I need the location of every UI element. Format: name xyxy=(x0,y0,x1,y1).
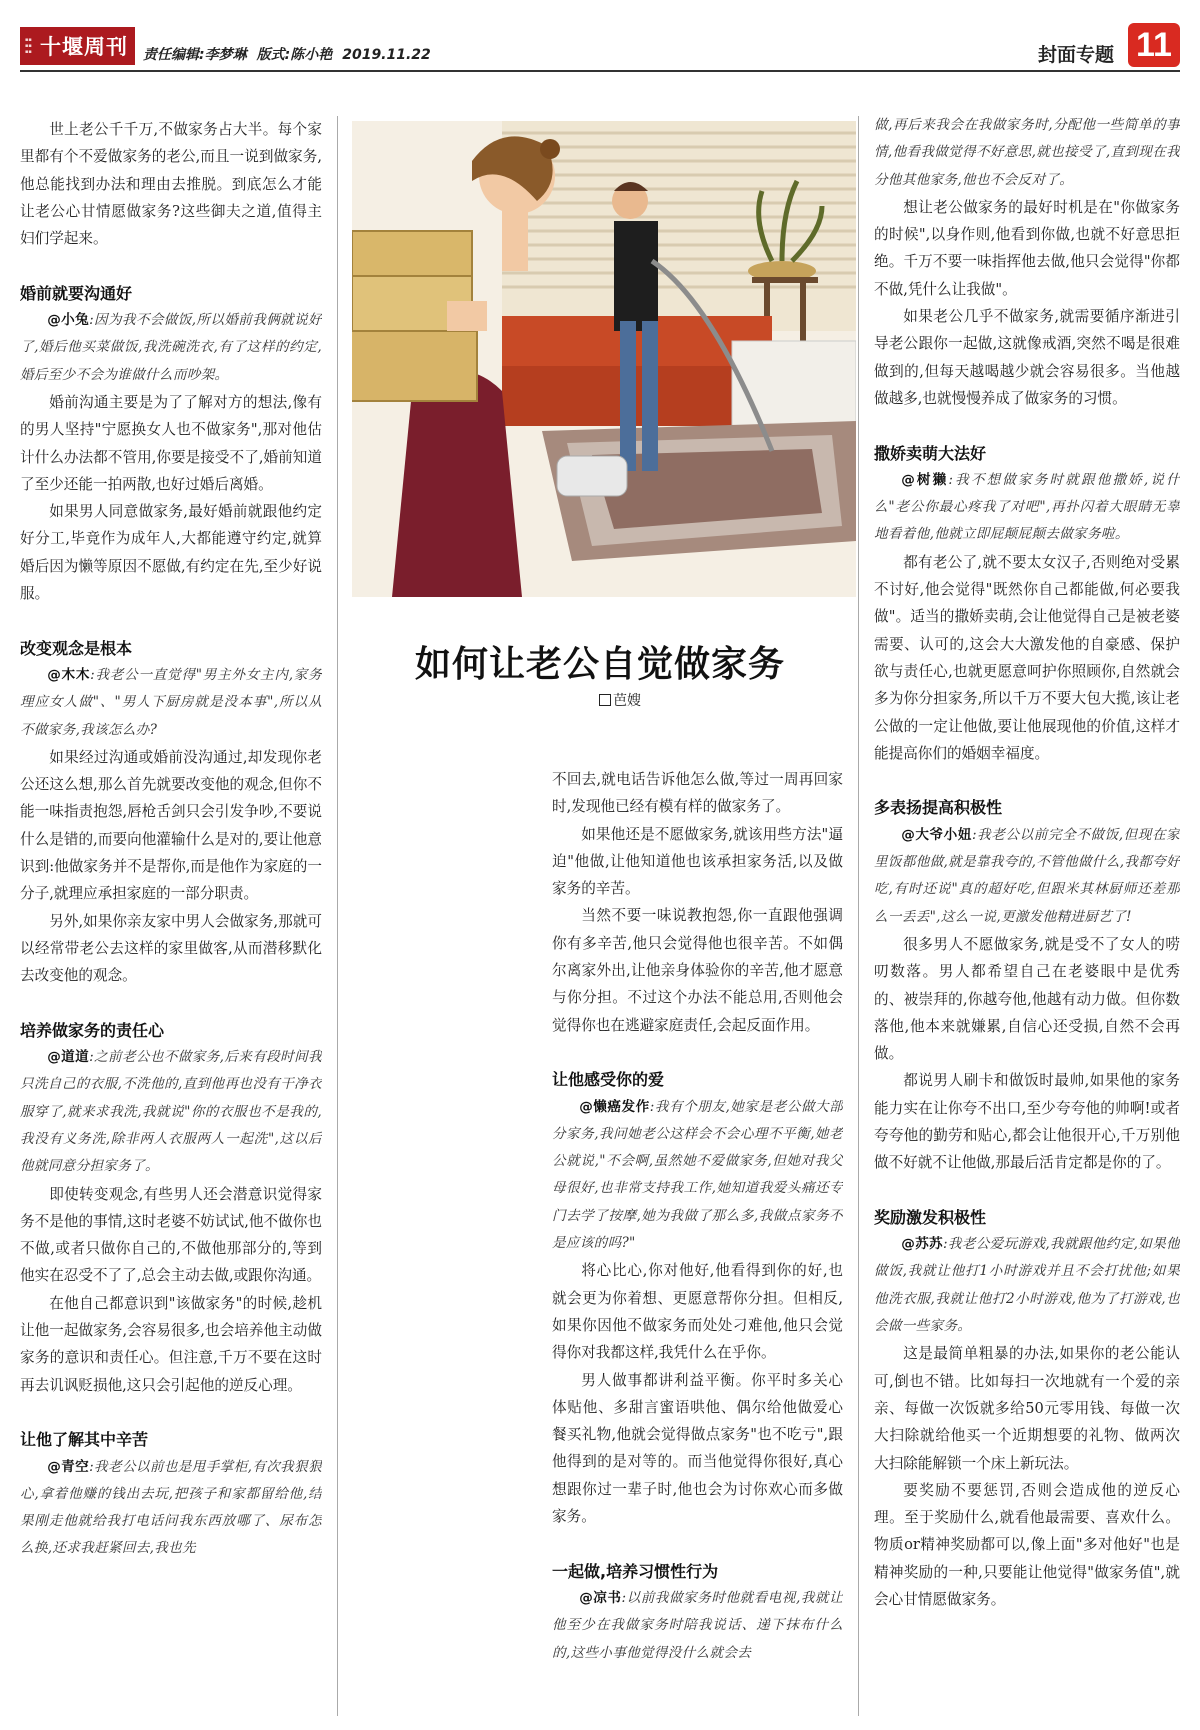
body-paragraph: 在他自己都意识到"该做家务"的时候,趁机让他一起做家务,会容易很多,也会培养他主动做家务的意识和责任心。但注意,千万不要在这时再去讥讽贬损他,这只会引起他的逆反心理。 xyxy=(20,1294,322,1394)
column-2 xyxy=(552,766,843,1716)
page-header xyxy=(0,0,1200,76)
reader-quote-continued: 做,再后来我会在我做家务时,分配他一些简单的事情,他看我做觉得不好意思,就也接受了,直到现在我分他其他家务,他也不会反对了。 xyxy=(874,117,1180,188)
section-heading: 改变观念是根本 xyxy=(20,638,133,658)
body-paragraph: 如果他还是不愿做家务,就该用些方法"逼迫"他做,让他知道他也该承担家务活,以及做家务的辛苦。 xyxy=(552,825,843,898)
body-paragraph: 将心比心,你对他好,他看得到你的好,也就会更为你着想、更愿意帮你分担。但相反,如果你因他不做家务而处处刁难他,他只会觉得你对我都这样,我凭什么在乎你。 xyxy=(552,1262,843,1362)
body-paragraph: 这是最简单粗暴的办法,如果你的老公能认可,倒也不错。比如每扫一次地就有一个爱的亲亲、每做一次饭就多给50元零用钱、每做一次大扫除就给他买一个近期想要的礼物、做两次大扫除能解锁一个床上新玩法。 xyxy=(874,1345,1180,1472)
quote-author: @道道 xyxy=(47,1049,90,1066)
issue-date: 2019.11.22 xyxy=(342,47,431,63)
section-heading: 撒娇卖萌大法好 xyxy=(874,443,987,463)
author-box-icon xyxy=(599,694,611,706)
column-divider xyxy=(337,116,338,1716)
body-paragraph: 想让老公做家务的最好时机是在"你做家务的时候",以身作则,他看到你做,也就不好意思拒绝。千万不要一味指挥他去做,他只会觉得"你都不做,凭什么让我做"。 xyxy=(874,198,1180,298)
body-paragraph: 很多男人不愿做家务,就是受不了女人的唠叨数落。男人都希望自己在老婆眼中是优秀的、被崇拜的,你越夸他,他越有动力做。但你数落他,他本来就嫌累,自信心还受损,自然不会再做。 xyxy=(874,935,1180,1063)
section-heading: 培养做家务的责任心 xyxy=(20,1020,165,1040)
quote-author: @青空 xyxy=(47,1458,90,1475)
body-paragraph: 当然不要一味说教抱怨,你一直跟他强调你有多辛苦,他只会觉得他也很辛苦。不如偶尔离家外出,让他亲身体验你的辛苦,他才愿意与你分担。不过这个办法不能总用,否则他会觉得你也在逃避家庭责任,会起反面作用。 xyxy=(552,907,843,1034)
intro-paragraph: 世上老公千千万,不做家务占大半。每个家里都有个不爱做家务的老公,而且一说到做家务,他总能找到办法和理由去推脱。到底怎么才能让老公心甘情愿做家务?这些御夫之道,值得主妇们学起来。 xyxy=(20,121,322,248)
body-paragraph: 要奖励不要惩罚,否则会造成他的逆反心理。至于奖励什么,就看他最需要、喜欢什么。物质or精神奖励都可以,像上面"多对他好"也是精神奖励的一种,只要能让他觉得"做家务值",就会心甘情愿做家务。 xyxy=(874,1481,1180,1609)
section-heading: 奖励激发积极性 xyxy=(874,1207,987,1227)
quote-author: @凉书 xyxy=(579,1589,622,1606)
body-paragraph: 都说男人刷卡和做饭时最帅,如果他的家务能力实在让你夸不出口,至少夸夸他的帅啊!或者夸夸他的勤劳和贴心,都会让他很开心,千万别他做不好就不让他做,那最后活肯定都是你的了。 xyxy=(874,1072,1180,1172)
quote-author: @木木 xyxy=(47,666,91,683)
section-heading: 婚前就要沟通好 xyxy=(20,283,133,303)
layout-designer: 版式:陈小艳 xyxy=(256,47,333,63)
section-heading: 让他感受你的爱 xyxy=(552,1070,665,1090)
quote-author: @懒癌发作 xyxy=(579,1098,650,1115)
column-1 xyxy=(20,116,322,1716)
section-title: 封面专题 xyxy=(1038,44,1115,66)
masthead-logo xyxy=(20,27,135,65)
article-author: 芭嫂 xyxy=(560,690,680,710)
quote-author: @苏苏 xyxy=(901,1236,943,1253)
section-heading: 一起做,培养习惯性行为 xyxy=(552,1561,719,1581)
column-divider xyxy=(858,116,859,1716)
masthead-decoration: ▪▪ ▪▪ ▪▪ xyxy=(25,37,32,55)
section-heading: 让他了解其中辛苦 xyxy=(20,1430,149,1450)
body-paragraph: 男人做事都讲利益平衡。你平时多关心体贴他、多甜言蜜语哄他、偶尔给他做爱心餐买礼物,他就会觉得做点家务"也不吃亏",跟他得到的是对等的。而当他觉得你很好,真心想跟你过一辈子时,他也会为讨你欢心而多做家务。 xyxy=(552,1371,843,1526)
body-paragraph: 婚前沟通主要是为了了解对方的想法,像有的男人坚持"宁愿换女人也不做家务",那对他估计什么办法都不管用,你要是接受不了,婚前知道了至少还能一拍两散,也好过婚后离婚。 xyxy=(20,393,322,493)
body-paragraph: 如果男人同意做家务,最好婚前就跟他约定好分工,毕竟作为成年人,大都能遵守约定,就算婚后因为懒等原因不愿做,有约定在先,至少好说服。 xyxy=(20,503,322,603)
quote-author: @树獭 xyxy=(901,471,949,488)
column-3 xyxy=(874,112,1180,1716)
reader-quote: @凉书:以前我做家务时他就看电视,我就让他至少在我做家务时陪我说话、递下抹布什么的,这些小事他觉得没什么就会去 xyxy=(552,1589,843,1661)
body-paragraph: 不回去,就电话告诉他怎么做,等过一周再回家时,发现他已经有模有样的做家务了。 xyxy=(552,771,843,816)
reader-quote: @小兔:因为我不会做饭,所以婚前我俩就说好了,婚后他买菜做饭,我洗碗洗衣,有了这样的约定,婚后至少不会为谁做什么而吵架。 xyxy=(20,312,322,383)
reader-quote: @苏苏:我老公爱玩游戏,我就跟他约定,如果他做饭,我就让他打1小时游戏并且不会打扰他;如果他洗衣服,我就让他打2小时游戏,他为了打游戏,也会做一些家务。 xyxy=(874,1236,1180,1335)
page-number-badge: 11 xyxy=(1128,23,1180,67)
header-divider xyxy=(20,70,1180,72)
reader-quote: @木木:我老公一直觉得"男主外女主内,家务理应女人做"、"男人下厨房就是没本事",所以从不做家务,我该怎么办? xyxy=(20,666,322,738)
quote-author: @大爷小妞 xyxy=(901,826,972,843)
body-paragraph: 如果经过沟通或婚前没沟通过,却发现你老公还这么想,那么首先就要改变他的观念,但你不能一味指责抱怨,唇枪舌剑只会引发争吵,不要说什么是错的,而要向他灌输什么是对的,要让他意识到:他做家务并不是帮你,而是他作为家庭的一分子,就理应承担家庭的一部分职责。 xyxy=(20,748,322,903)
article-title: 如何让老公自觉做家务 xyxy=(414,643,785,685)
reader-quote: @青空:我老公以前也是甩手掌柜,有次我狠狠心,拿着他赚的钱出去玩,把孩子和家都留给他,结果刚走他就给我打电话问我东西放哪了、尿布怎么换,还求我赶紧回去,我也先 xyxy=(20,1458,322,1557)
editor-name: 责任编辑:李梦琳 xyxy=(143,47,247,63)
reader-quote: @大爷小妞:我老公以前完全不做饭,但现在家里饭都他做,就是靠我夸的,不管他做什么,我都夸好吃,有时还说"真的超好吃,但跟米其林厨师还差那么一丢丢",这么一说,更激发他精进厨艺了! xyxy=(874,826,1180,925)
body-paragraph: 都有老公了,就不要太女汉子,否则绝对受累不讨好,他会觉得"既然你自己都能做,何必要我做"。适当的撒娇卖萌,会让他觉得自己是被老婆需要、认可的,这会大大激发他的自豪感、保护欲与责任心,也就更愿意呵护你照顾你,自然就会多为你分担家务,所以千万不要大包大揽,该让老公做的一定让他做,要让他展现他的价值,这样才能提高你们的婚姻幸福度。 xyxy=(874,553,1180,762)
section-heading: 多表扬提高积极性 xyxy=(874,798,1003,818)
body-paragraph: 另外,如果你亲友家中男人会做家务,那就可以经常带老公去这样的家里做客,从而潜移默化去改变他的观念。 xyxy=(20,912,322,985)
reader-quote: @道道:之前老公也不做家务,后来有段时间我只洗自己的衣服,不洗他的,直到他再也没有干净衣服穿了,就来求我洗,我就说"你的衣服也不是我的,我没有义务洗,除非两人衣服两人一起洗",这以后他就同意分担家务了。 xyxy=(20,1049,322,1175)
body-paragraph: 即使转变观念,有些男人还会潜意识觉得家务不是他的事情,这时老婆不妨试试,他不做你也不做,或者只做你自己的,不做他那部分的,等到他实在忍受不了了,总会主动去做,或跟你沟通。 xyxy=(20,1185,322,1285)
reader-quote: @树獭:我不想做家务时就跟他撒娇,说什么"老公你最心疼我了对吧",再扑闪着大眼睛无辜地看着他,他就立即屁颠屁颠去做家务啦。 xyxy=(874,471,1180,543)
body-paragraph: 如果老公几乎不做家务,就需要循序渐进引导老公跟你一起做,这就像戒酒,突然不喝是很难做到的,但每天越喝越少就会容易很多。当他越做越多,也就慢慢养成了做家务的习惯。 xyxy=(874,308,1180,407)
quote-author: @小兔 xyxy=(47,312,90,329)
editor-credits xyxy=(143,44,441,64)
masthead-name: 十堰周刊 xyxy=(40,34,128,59)
illustration-woman-carrying-boxes xyxy=(352,121,856,597)
reader-quote: @懒癌发作:我有个朋友,她家是老公做大部分家务,我问她老公这样会不会心理不平衡,她老公就说,"不会啊,虽然她不爱做家务,但她对我父母很好,也非常支持我工作,她知道我爱头痛还专门去学了按摩,她为我做了那么多,我做点家务不是应该的吗?" xyxy=(552,1098,843,1252)
